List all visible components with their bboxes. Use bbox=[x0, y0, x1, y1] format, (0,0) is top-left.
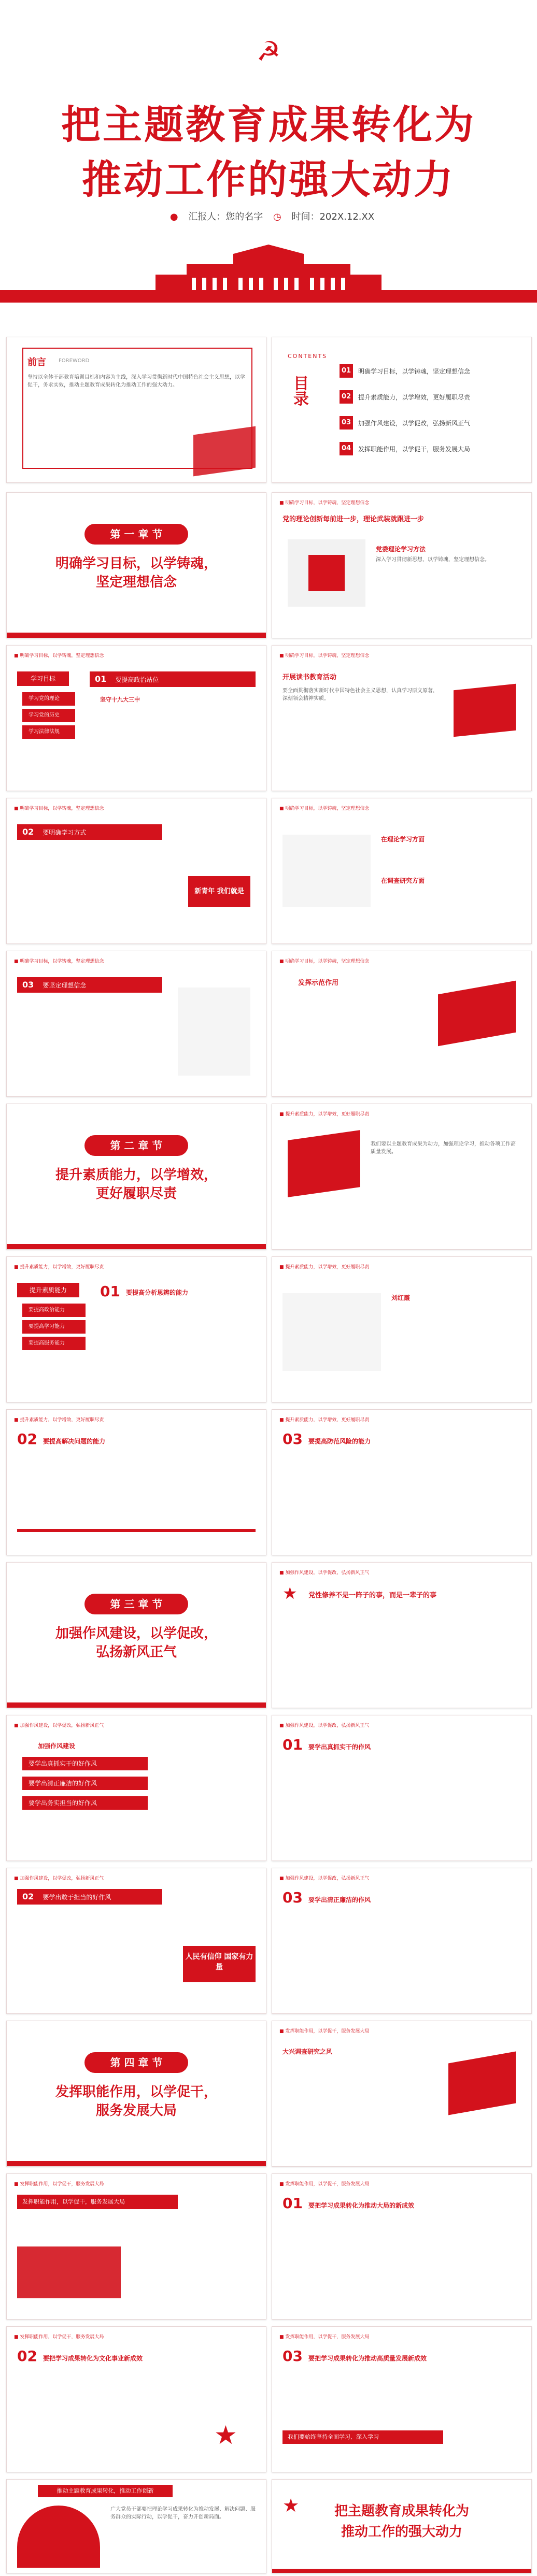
breadcrumb: ■ 发挥职能作用，以学促干，服务发展大局 bbox=[14, 2180, 104, 2187]
breadcrumb: ■ 发挥职能作用，以学促干，服务发展大局 bbox=[14, 2333, 104, 2340]
breadcrumb: ■ 明确学习目标，以学铸魂，坚定理想信念 bbox=[279, 652, 369, 659]
breadcrumb: ■ 加强作风建设，以学促改，弘扬新风正气 bbox=[279, 1874, 369, 1881]
chapter3-slide bbox=[6, 1562, 266, 1708]
point-head: 要学出清正廉洁的作风 bbox=[308, 1896, 371, 1904]
slide-7r bbox=[272, 1409, 532, 1555]
point-head: 要把学习成果转化为推动大局的新成效 bbox=[308, 2202, 415, 2209]
bottom-band bbox=[272, 2569, 531, 2573]
slide-1r bbox=[272, 492, 532, 638]
end-title-line2: 推动工作的强大动力 bbox=[341, 2524, 462, 2540]
style-item-1: 要学出真抓实干的好作风 bbox=[22, 1757, 148, 1770]
slide-8r bbox=[272, 1562, 532, 1708]
book-hands-illustration bbox=[288, 539, 365, 607]
star-icon: ★ bbox=[214, 2420, 237, 2450]
breadcrumb: ■ 发挥职能作用，以学促干，服务发展大局 bbox=[279, 2180, 369, 2187]
group-illustration bbox=[282, 1293, 381, 1371]
time-value: 202X.12.XX bbox=[319, 211, 375, 222]
slide-heading: 党性修养不是一阵子的事，而是一辈子的事 bbox=[308, 1592, 437, 1599]
divider bbox=[17, 1529, 256, 1532]
bottom-band bbox=[7, 2161, 266, 2166]
point-number: 02 bbox=[17, 1430, 37, 1448]
point-header: 01 要提高政治站位 bbox=[90, 671, 256, 687]
flag-circle-graphic bbox=[17, 2506, 100, 2568]
slide-11r bbox=[272, 2021, 532, 2167]
chapter3-badge: 第 三 章 节 bbox=[84, 1594, 188, 1614]
style-box: 加强作风建设 bbox=[38, 1742, 76, 1750]
breadcrumb: ■ 提升素质能力，以学增效，更好履职尽责 bbox=[279, 1263, 369, 1270]
slide-12l bbox=[6, 2173, 266, 2320]
breadcrumb: ■ 提升素质能力，以学增效，更好履职尽责 bbox=[279, 1110, 369, 1117]
end-slide bbox=[272, 2479, 532, 2573]
slide-2r bbox=[272, 645, 532, 791]
slide-heading: 党的理论创新每前进一步，理论武装就跟进一步 bbox=[282, 516, 425, 523]
gate-illustration bbox=[17, 2246, 121, 2298]
point-header: 03 要坚定理想信念 bbox=[17, 977, 162, 993]
slide-14l bbox=[6, 2479, 266, 2573]
goal-item-2: 学习党的历史 bbox=[22, 709, 75, 722]
slide-3l bbox=[6, 798, 266, 944]
point-head: 要把学习成果转化为文化事业新成效 bbox=[43, 2355, 143, 2362]
slide-text: 要全面贯彻落实新时代中国特色社会主义思想，认真学习原文原著，深刻领会精神实质。 bbox=[282, 688, 438, 702]
ability-box: 提升素质能力 bbox=[17, 1283, 79, 1297]
chapter2-badge: 第 二 章 节 bbox=[84, 1135, 188, 1156]
time-label: 时间： bbox=[291, 211, 320, 222]
breadcrumb: ■ 明确学习目标，以学铸魂，坚定理想信念 bbox=[279, 805, 369, 811]
style-item-2: 要学出清正廉洁的好作风 bbox=[22, 1777, 148, 1790]
flag-graphic bbox=[454, 684, 516, 737]
point-number: 02 bbox=[17, 2348, 37, 2365]
slide-5r bbox=[272, 1104, 532, 1250]
slide-12r bbox=[272, 2173, 532, 2320]
point-header: 02 要学出敢于担当的好作风 bbox=[17, 1889, 162, 1905]
chapter2-slide bbox=[6, 1104, 266, 1250]
slide-heading: 开展读书教育活动 bbox=[282, 674, 337, 681]
slide-2l bbox=[6, 645, 266, 791]
slide-9l bbox=[6, 1715, 266, 1861]
flag-graphic bbox=[438, 981, 516, 1046]
slide-text: 广大党员干部要把理论学习成果转化为推动发展、解决问题、服务群众的实际行动，以学促干，奋力开创新局面。 bbox=[110, 2507, 256, 2520]
people-illustration bbox=[282, 835, 371, 907]
chapter4-slide bbox=[6, 2021, 266, 2167]
cover-slide bbox=[0, 0, 537, 332]
contents-item-4[interactable]: 04 发挥职能作用，以学促干，服务发展大局 bbox=[340, 436, 521, 462]
slide-10r bbox=[272, 1868, 532, 2014]
contents-item-2[interactable]: 02 提升素质能力，以学增效，更好履职尽责 bbox=[340, 384, 521, 410]
bottom-band bbox=[7, 1702, 266, 1708]
ability-item-3: 要提高服务能力 bbox=[22, 1337, 86, 1350]
cover-meta bbox=[0, 209, 537, 223]
point-head: 要提高解决问题的能力 bbox=[43, 1438, 106, 1445]
breadcrumb: ■ 明确学习目标，以学铸魂，坚定理想信念 bbox=[14, 957, 104, 964]
flag-graphic bbox=[193, 426, 256, 477]
breadcrumb: ■ 发挥职能作用，以学促干，服务发展大局 bbox=[279, 2333, 369, 2340]
study-goals-box: 学习目标 bbox=[17, 671, 69, 686]
point-number: 03 bbox=[282, 1430, 303, 1448]
ability-item-2: 要提高学习能力 bbox=[22, 1320, 86, 1334]
bottom-band bbox=[7, 633, 266, 638]
slide-subheading: 刘红霞 bbox=[391, 1294, 411, 1301]
belief-badge: 人民有信仰 国家有力量 bbox=[183, 1946, 256, 1982]
slide-subheading-2: 在调查研究方面 bbox=[381, 877, 425, 884]
star-icon: ★ bbox=[282, 2495, 300, 2516]
star-icon: ★ bbox=[282, 1583, 298, 1603]
slide-9r bbox=[272, 1715, 532, 1861]
style-item-3: 要学出务实担当的好作风 bbox=[22, 1796, 148, 1810]
students-illustration bbox=[178, 988, 250, 1076]
chapter1-title-line2: 坚定理想信念 bbox=[95, 575, 177, 590]
slide-7l bbox=[6, 1409, 266, 1555]
chapter3-title-line2: 弘扬新风正气 bbox=[95, 1644, 177, 1660]
slide-text: 我们要以主题教育成果为动力，加强理论学习，推动各项工作高质量发展。 bbox=[371, 1141, 516, 1155]
cover-title-line2: 推动工作的强大动力 bbox=[82, 156, 455, 203]
chapter2-title-line1: 提升素质能力，以学增效， bbox=[55, 1167, 217, 1183]
point-head: 要提高分析思辨的能力 bbox=[126, 1289, 189, 1296]
slide-heading: 发挥示范作用 bbox=[298, 979, 339, 987]
chapter4-title-line2: 服务发展大局 bbox=[95, 2103, 177, 2119]
breadcrumb: ■ 加强作风建设，以学促改，弘扬新风正气 bbox=[279, 1722, 369, 1728]
end-title-line1: 把主题教育成果转化为 bbox=[334, 2503, 469, 2519]
contents-item-1[interactable]: 01 明确学习目标，以学铸魂，坚定理想信念 bbox=[340, 358, 521, 384]
point-number: 01 bbox=[282, 1736, 303, 1753]
slide-13r bbox=[272, 2326, 532, 2472]
breadcrumb: ■ 明确学习目标，以学铸魂，坚定理想信念 bbox=[279, 957, 369, 964]
goal-item-1: 学习党的理论 bbox=[22, 692, 75, 706]
great-hall-illustration bbox=[156, 244, 381, 295]
party-emblem-icon: ☭ bbox=[256, 36, 281, 67]
highlight-box: 我们要始终坚持全面学习、深入学习 bbox=[282, 2430, 443, 2444]
breadcrumb: ■ 明确学习目标，以学铸魂，坚定理想信念 bbox=[279, 499, 369, 506]
slide-text: 深入学习贯彻新思想，以学铸魂，坚定理想信念。 bbox=[376, 557, 490, 563]
point-number: 01 bbox=[100, 1283, 120, 1300]
intro-subtitle: FOREWORD bbox=[59, 358, 90, 364]
intro-text: 坚持以全体干部教育培训目标和内容为主线，深入学习贯彻新时代中国特色社会主义思想，以学促干，务求实效，推动主题教育成果转化为推动工作的强大动力。 bbox=[27, 375, 245, 388]
youth-badge: 新青年 我们就是 bbox=[188, 876, 250, 907]
point-number: 03 bbox=[282, 1889, 303, 1906]
breadcrumb: ■ 提升素质能力，以学增效，更好履职尽责 bbox=[14, 1263, 104, 1270]
point-number: 03 bbox=[282, 2348, 303, 2365]
contents-label: 目录 bbox=[290, 375, 308, 406]
slide-10l bbox=[6, 1868, 266, 2014]
point-head: 要把学习成果转化为推动高质量发展新成效 bbox=[308, 2355, 427, 2362]
chapter4-badge: 第 四 章 节 bbox=[84, 2052, 188, 2073]
chapter3-title-line1: 加强作风建设，以学促改， bbox=[55, 1626, 217, 1641]
breadcrumb: ■ 明确学习目标，以学铸魂，坚定理想信念 bbox=[14, 652, 104, 659]
intro-slide bbox=[6, 337, 266, 483]
point-number: 01 bbox=[282, 2195, 303, 2212]
slide-6l bbox=[6, 1256, 266, 1403]
breadcrumb: ■ 明确学习目标，以学铸魂，坚定理想信念 bbox=[14, 805, 104, 811]
intro-title: 前言 bbox=[27, 357, 46, 368]
user-icon: ● bbox=[169, 211, 178, 222]
cover-bottom-band bbox=[0, 290, 537, 303]
chapter4-title-line1: 发挥职能作用，以学促干， bbox=[55, 2084, 217, 2100]
contents-slide bbox=[272, 337, 532, 483]
reporter-label: 汇报人： bbox=[188, 211, 226, 222]
slide-subheading-1: 在理论学习方面 bbox=[381, 836, 425, 843]
slide-heading: 大兴调查研究之风 bbox=[282, 2048, 333, 2055]
flag-graphic bbox=[288, 1130, 360, 1197]
cover-title-line1: 把主题教育成果转化为 bbox=[61, 102, 476, 148]
slide-4r bbox=[272, 951, 532, 1097]
reporter-name: 您的名字 bbox=[225, 211, 263, 222]
slide-6r bbox=[272, 1256, 532, 1403]
flag-graphic bbox=[448, 2052, 516, 2115]
chapter2-title-line2: 更好履职尽责 bbox=[95, 1186, 177, 1201]
slide-heading: 推动主题教育成果转化，推动工作创新 bbox=[38, 2485, 173, 2497]
slide-subheading: 党委理论学习方法 bbox=[376, 546, 426, 553]
chapter1-badge: 第 一 章 节 bbox=[84, 524, 188, 545]
slide-13l bbox=[6, 2326, 266, 2472]
breadcrumb: ■ 提升素质能力，以学增效，更好履职尽责 bbox=[279, 1416, 369, 1423]
clock-icon: ◷ bbox=[273, 211, 281, 222]
contents-label-en: CONTENTS bbox=[288, 353, 328, 360]
breadcrumb: ■ 加强作风建设，以学促改，弘扬新风正气 bbox=[279, 1569, 369, 1576]
goal-item-3: 学习法律法规 bbox=[22, 725, 75, 739]
slide-heading: 发挥职能作用，以学促干，服务发展大局 bbox=[17, 2195, 178, 2209]
point-header: 02 要明确学习方式 bbox=[17, 824, 162, 840]
ability-item-1: 要提高政治能力 bbox=[22, 1304, 86, 1317]
chapter1-title-line1: 明确学习目标，以学铸魂， bbox=[55, 556, 217, 571]
contents-item-3[interactable]: 03 加强作风建设，以学促改，弘扬新风正气 bbox=[340, 410, 521, 436]
chapter1-slide bbox=[6, 492, 266, 638]
bottom-band bbox=[7, 1244, 266, 1249]
breadcrumb: ■ 提升素质能力，以学增效，更好履职尽责 bbox=[14, 1416, 104, 1423]
point-head: 要学出真抓实干的作风 bbox=[308, 1743, 371, 1751]
slide-3r bbox=[272, 798, 532, 944]
breadcrumb: ■ 加强作风建设，以学促改，弘扬新风正气 bbox=[14, 1722, 104, 1728]
point-head: 要提高防范风险的能力 bbox=[308, 1438, 371, 1445]
breadcrumb: ■ 发挥职能作用，以学促干，服务发展大局 bbox=[279, 2027, 369, 2034]
breadcrumb: ■ 加强作风建设，以学促改，弘扬新风正气 bbox=[14, 1874, 104, 1881]
slide-4l bbox=[6, 951, 266, 1097]
point-sub: 坚守十九大三中 bbox=[100, 696, 140, 703]
